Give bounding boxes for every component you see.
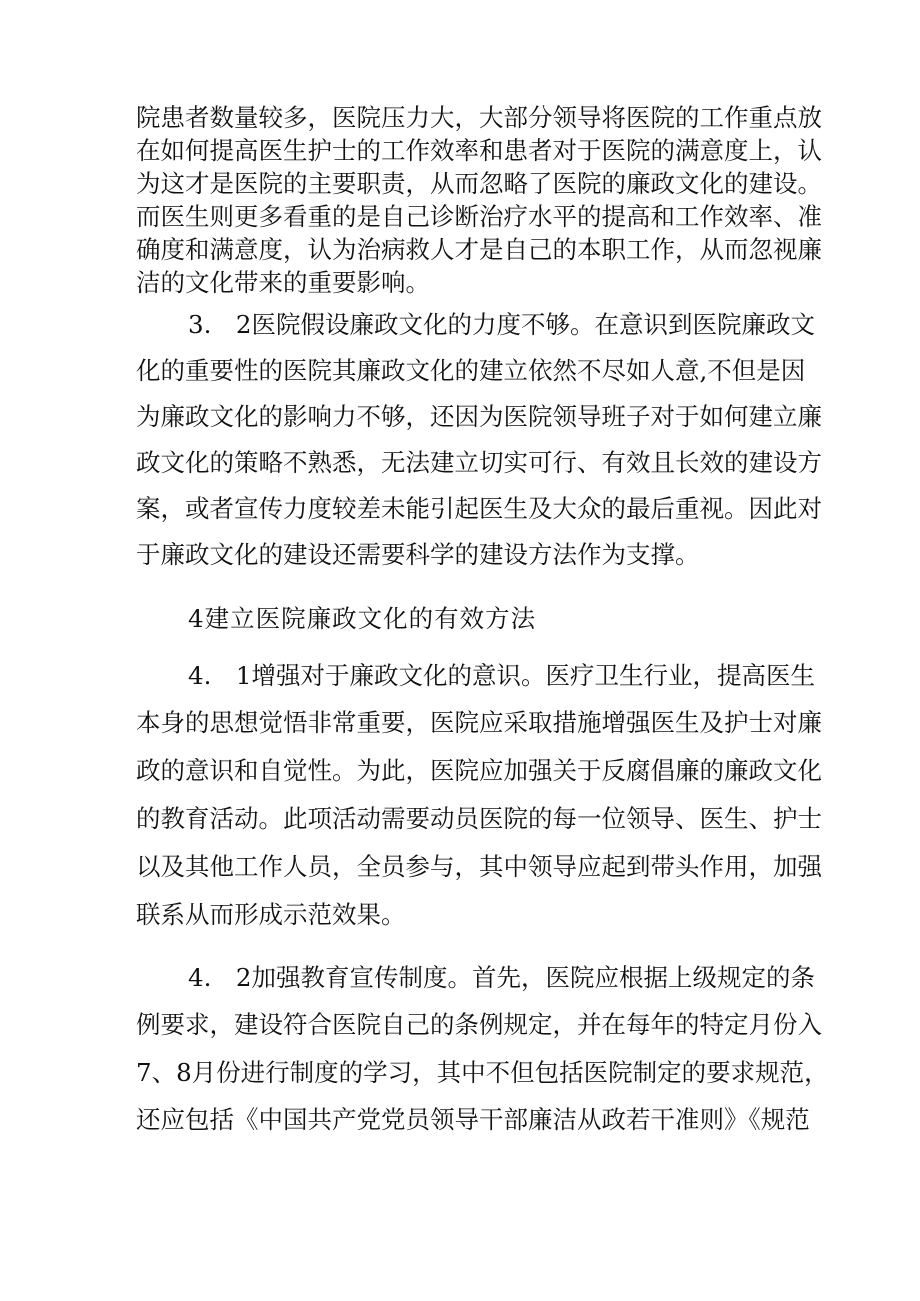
paragraph-3-line-2: 本身的思想觉悟非常重要，医院应采取措施增强医生及护士对廉 [136, 708, 822, 737]
paragraph-1-line-4: 而医生则更多看重的是自己诊断治疗水平的提高和工作效率、准 [136, 202, 822, 231]
paragraph-2-line-3: 为廉政文化的影响力不够，还因为医院领导班子对于如何建立廉 [136, 402, 822, 431]
paragraph-3-line-4: 的教育活动。此项活动需要动员医院的每一位领导、医生、护士 [136, 804, 822, 833]
paragraph-1-line-5: 确度和满意度，认为治病救人才是自己的本职工作，从而忽视廉 [136, 235, 822, 264]
paragraph-1-line-2: 在如何提高医生护士的工作效率和患者对于医院的满意度上，认 [136, 136, 822, 165]
paragraph-2-line-4: 政文化的策略不熟悉，无法建立切实可行、有效且长效的建设方 [136, 448, 822, 477]
paragraph-3-line-3: 政的意识和自觉性。为此，医院应加强关于反腐倡廉的廉政文化 [136, 756, 822, 785]
paragraph-4-line-4: 还应包括《中国共产党党员领导干部廉洁从政若干准则》《规范 [136, 1105, 810, 1134]
paragraph-4-line-2: 例要求，建设符合医院自己的条例规定，并在每年的特定月份入 [136, 1010, 822, 1039]
paragraph-2-line-5: 案，或者宣传力度较差未能引起医生及大众的最后重视。因此对 [136, 494, 822, 523]
paragraph-3-line-6: 联系从而形成示范效果。 [136, 900, 406, 929]
paragraph-2-line-1: 3. 2医院假设廉政文化的力度不够。在意识到医院廉政文 [188, 310, 815, 339]
paragraph-2-line-2: 化的重要性的医院其廉政文化的建立依然不尽如人意,不但是因 [136, 356, 806, 385]
paragraph-3-line-5: 以及其他工作人员，全员参与，其中领导应起到带头作用，加强 [136, 852, 822, 881]
section-heading-4: 4建立医院廉政文化的有效方法 [188, 604, 537, 633]
paragraph-1-line-3: 为这才是医院的主要职责，从而忽略了医院的廉政文化的建设。 [136, 169, 822, 198]
paragraph-4-line-1: 4. 2加强教育宣传制度。首先，医院应根据上级规定的条 [188, 963, 815, 992]
paragraph-1-line-1: 院患者数量较多，医院压力大，大部分领导将医院的工作重点放 [136, 103, 822, 132]
paragraph-1-line-6: 洁的文化带来的重要影响。 [136, 268, 430, 297]
paragraph-2-line-6: 于廉政文化的建设还需要科学的建设方法作为支撑。 [136, 540, 700, 569]
paragraph-4-line-3: 7、8月份进行制度的学习，其中不但包括医院制定的要求规范， [136, 1058, 829, 1087]
paragraph-3-line-1: 4. 1增强对于廉政文化的意识。医疗卫生行业，提高医生 [188, 661, 815, 690]
